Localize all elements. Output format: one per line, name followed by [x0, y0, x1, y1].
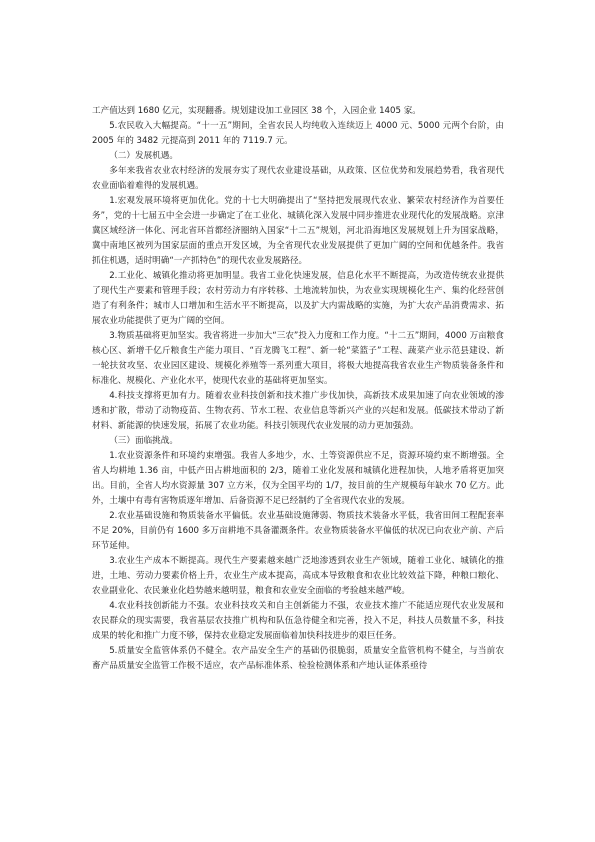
paragraph-industrialization: 2.工业化、城镇化推动将更加明显。我省工业化快速发展，信息化水平不断提高，为改造传统农业提供了现代生产要素和管理手段；农村劳动力有序转移、土地流转加快，为农业实现规模化生产、集约化经营创造了有利条件；城市人口增加和生活水平不断提高，以及扩大内需战略的实施，为扩大农产品消费需求、拓展农业功能提供了更为广阔的空间。 — [92, 271, 504, 326]
section-heading-challenges: （三）面临挑战。 — [109, 436, 178, 446]
paragraph-industrial-output: 工产值达到 1680 亿元，实现翻番。规划建设加工业园区 38 个，入园企业 1405 家。 — [92, 106, 421, 116]
section-heading-opportunities: （二）发展机遇。 — [109, 151, 178, 161]
paragraph-production-cost: 3.农业生产成本不断提高。现代生产要素越来越广泛地渗透到农业生产领域，随着工业化、城镇化的推进，土地、劳动力要素价格上升，农业生产成本提高，高成本导致粮食和农业比较效益下降，种粮口粮化、农业副业化、农民兼业化趋势越来越明显，粮食和农业安全面临的考验越来越严峻。 — [92, 556, 504, 596]
paragraph-farmer-income: 5.农民收入大幅提高。“十一五”期间，全省农民人均纯收入连续迈上 4000 元、5000 元两个台阶，由 2005 年的 3482 元提高到 2011 年的 7119.7 元。 — [92, 121, 504, 146]
paragraph-quality-safety: 5.质量安全监管体系仍不健全。农产品安全生产的基础仍很脆弱，质量安全监管机构不健全，与当前农畜产品质量安全监管工作极不适应，农产品标准体系、检验检测体系和产地认证体系亟待 — [92, 646, 504, 671]
paragraph-infrastructure: 2.农业基础设施和物质装备水平偏低。农业基础设施薄弱、物质技术装备水平低，我省田间工程配套率不足 20%，目前仍有 1600 多万亩耕地不具备灌溉条件。农业物质装备水平偏低的状况已向农业产前、产后环节延伸。 — [92, 511, 504, 551]
paragraph-innovation: 4.农业科技创新能力不强。农业科技攻关和自主创新能力不强，农业技术推广不能适应现代农业发展和农民群众的现实需要，我省基层农技推广机构和队伍急待健全和完善，投入不足，科技人员数量不多，科技成果的转化和推广力度不够，保持农业稳定发展面临着加快科技进步的艰巨任务。 — [92, 601, 504, 641]
paragraph-material-foundation: 3.物质基础将更加坚实。我省将进一步加大“三农”投入力度和工作力度。“十二五”期间，4000 万亩粮食核心区、新增千亿斤粮食生产能力项目、“百龙腾飞工程”、新一轮“菜篮子”工程、蔬菜产业示范县建设、新一轮扶贫攻坚、农业园区建设、规模化养殖等一系列重大项目，将极大地提高我省农业生产物质装备条件和标准化、规模化、产业化水平，使现代农业的基础将更加坚实。 — [92, 331, 504, 386]
paragraph-tech-support: 4.科技支撑将更加有力。随着农业科技创新和技术推广步伐加快，高新技术成果加速了向农业领域的渗透和扩散，带动了动物疫苗、生物农药、节水工程、农业信息等新兴产业的兴起和发展。低碳技术带动了新材料、新能源的快速发展，拓展了农业功能。科技引领现代农业发展的动力更加强劲。 — [92, 391, 504, 431]
paragraph-opportunities-intro: 多年来我省农业农村经济的发展夯实了现代农业建设基础，从政策、区位优势和发展趋势看，我省现代农业面临着难得的发展机遇。 — [92, 166, 504, 191]
document-body — [92, 104, 504, 674]
paragraph-resource-constraints: 1.农业资源条件和环境约束增强。我省人多地少，水、土等资源供应不足，资源环境约束不断增强。全省人均耕地 1.36 亩，中低产田占耕地面积的 2/3，随着工业化发展和城镇化进程加快，人地矛盾将更加突出。目前，全省人均水资源量 307 立方米，仅为全国平均的 1/7，按目前的生产规模每年缺水 70 亿方。此外，土壤中有毒有害物质逐年增加、后备资源不足已经制约了全省现代农业的发展。 — [92, 451, 504, 506]
paragraph-macro-environment: 1.宏观发展环境将更加优化。党的十七大明确提出了“坚持把发展现代农业、繁荣农村经济作为首要任务”，党的十七届五中全会进一步确定了在工业化、城镇化深入发展中同步推进农业现代化的发展战略。京津冀区域经济一体化、河北省环首都经济圈纳入国家“十二五”规划，河北沿海地区发展规划上升为国家战略，冀中南地区被列为国家层面的重点开发区域，为全省现代农业发展提供了更加广阔的空间和优越条件。我省抓住机遇，适时明确“一产抓特色”的现代农业发展路径。 — [92, 196, 504, 266]
